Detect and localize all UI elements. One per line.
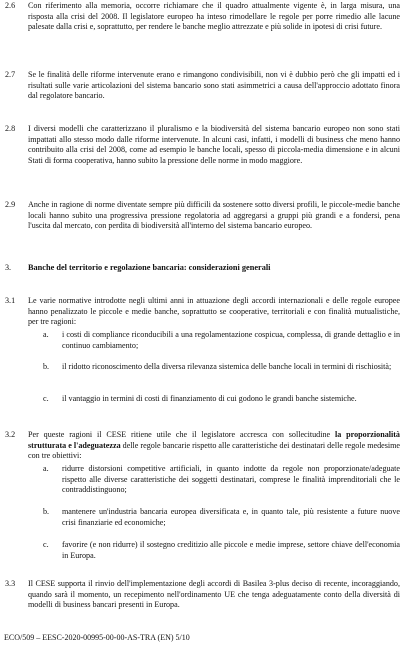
list-item-text: il vantaggio in termini di costi di finanziamento di cui godono le grandi banche sistemiche. <box>62 394 357 403</box>
paragraph-text: Le varie normative introdotte negli ultimi anni in attuazione degli accordi internazionali e delle regole europee hanno penalizzato le piccole e medie banche, soprattutto se cooperative, territoriali e con finalità mutualistiche, per tre ragioni: <box>28 296 400 327</box>
paragraph-number: 2.8 <box>5 124 16 133</box>
list-marker: c. <box>43 540 49 549</box>
list-marker: b. <box>43 362 50 371</box>
list-marker: a. <box>43 464 49 473</box>
list-item-text: mantenere un'industria bancaria europea diversificata e, in quanto tale, più resistente a future nuove crisi finanziarie ed economiche; <box>62 507 400 527</box>
paragraph-text <box>28 430 400 462</box>
list-marker: b. <box>43 507 50 516</box>
list-item-text: favorire (e non ridurre) il sostegno creditizio alle piccole e medie imprese, settore chiave dell'economia in Europa. <box>62 540 400 560</box>
paragraph-number: 2.7 <box>5 70 16 79</box>
list-marker: c. <box>43 394 49 403</box>
list-item-text: il ridotto riconoscimento della diversa rilevanza sistemica delle banche locali in termini di rischiosità; <box>62 362 392 371</box>
list-marker: a. <box>43 330 49 339</box>
list-item-text: ridurre distorsioni competitive artificiali, in quanto indotte da regole non proporzionate/adeguate rispetto alle diverse caratteristiche dei soggetti destinatari, comprese le finalità imprenditoriali che le contraddistinguono; <box>62 464 400 495</box>
paragraph-text: Il CESE supporta il rinvio dell'implementazione degli accordi di Basilea 3-plus deciso di recente, incoraggiando, quando sarà il momento, un recepimento nell'ordinamento UE che tenga adeguatamente conto della diversità di modelli di business bancari presenti in Europa. <box>28 579 400 610</box>
section-number: 3. <box>5 263 12 272</box>
paragraph-text: I diversi modelli che caratterizzano il pluralismo e la biodiversità del sistema bancario europeo non sono stati impattati allo stesso modo dalle riforme intervenute. In alcuni casi, infatti, i modelli di business che meno hanno contribuito alla crisi del 2008, come ad esempio le banche locali, spesso di piccola-media dimensione e in alcuni Stati di forma cooperativa, hanno subito la pressione delle norme in modo maggiore. <box>28 124 400 166</box>
paragraph-text: Con riferimento alla memoria, occorre richiamare che il quadro attualmente vigente è, in larga misura, una risposta alla crisi del 2008. Il legislatore europeo ha inteso rimodellare le regole per porre rimedio alle lacune palesate dalla crisi e, soprattutto, per rendere le banche meglio attrezzate e più solide in ipotesi di crisi future. <box>28 1 400 32</box>
section-title: Banche del territorio e regolazione bancaria: considerazioni generali <box>28 263 271 272</box>
paragraph-text-pre: Per queste ragioni il CESE ritiene utile che il legislatore accresca con sollecitudine <box>28 430 335 439</box>
paragraph-text: Se le finalità delle riforme intervenute erano e rimangono condivisibili, non vi è dubbio però che gli impatti ed i risultati sulle varie articolazioni del sistema bancario sono stati asimmetrici a causa dell'approccio adottato finora dal regolatore bancario. <box>28 70 400 101</box>
page-footer: ECO/509 – EESC-2020-00995-00-00-AS-TRA (EN) 5/10 <box>4 633 190 642</box>
paragraph-text-bold: la proporzionalità strutturata e l'adeguatezza <box>28 430 400 450</box>
paragraph-number: 2.6 <box>5 1 16 10</box>
paragraph-text-post: delle regole bancarie rispetto alle caratteristiche dei destinatari delle regole medesime con tre obiettivi: <box>28 440 401 461</box>
paragraph-text: Anche in ragione di norme diventate sempre più difficili da sostenere sotto diversi profili, le piccole-medie banche locali hanno subito una progressiva pressione regolatoria ad aggregarsi a gruppi più grandi e a fondersi, pena l'uscita dal mercato, con perdita di biodiversità all'interno del sistema bancario europeo. <box>28 200 400 231</box>
paragraph-number: 3.1 <box>5 296 16 305</box>
paragraph-number: 3.2 <box>5 430 16 439</box>
paragraph-number: 3.3 <box>5 579 16 588</box>
list-item-text: i costi di compliance riconducibili a una regolamentazione cospicua, complessa, di grande dettaglio e in continuo cambiamento; <box>62 330 400 350</box>
paragraph-number: 2.9 <box>5 200 16 209</box>
